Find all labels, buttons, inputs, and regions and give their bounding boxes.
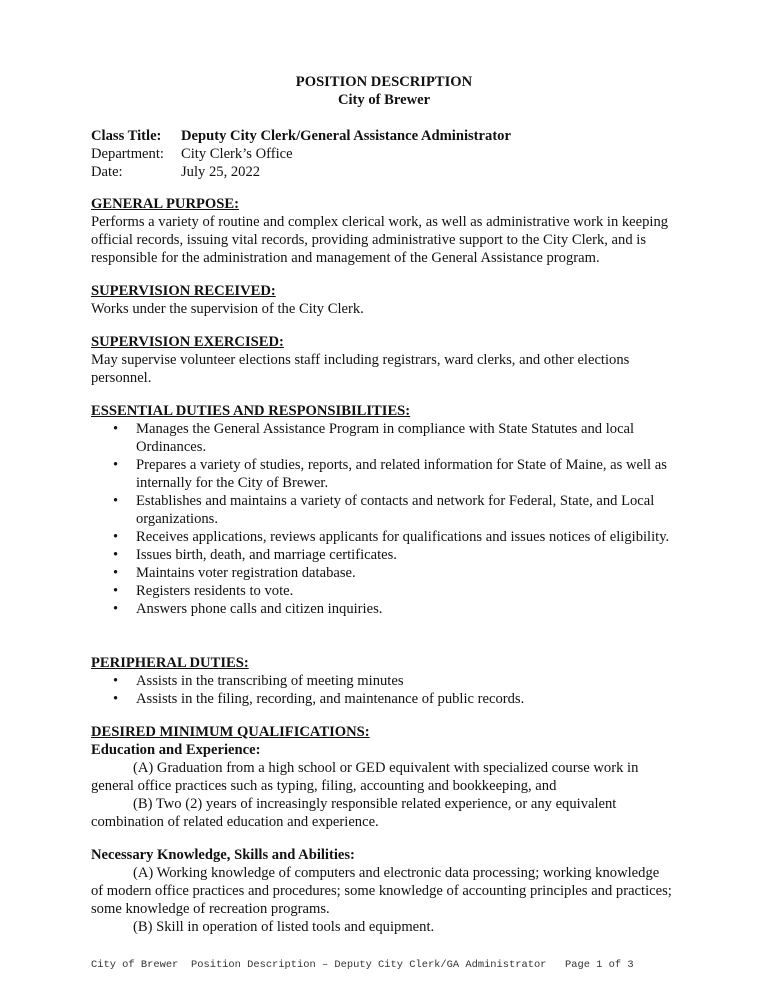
list-item-text: Establishes and maintains a variety of contacts and network for Federal, State, and Local — [136, 493, 655, 509]
list-item-text: Maintains voter registration database. — [136, 565, 356, 581]
list-item — [91, 582, 681, 600]
general-purpose-section — [91, 195, 681, 267]
list-item-text: Manages the General Assistance Program in compliance with State Statutes and local — [136, 421, 635, 437]
bullet-icon: • — [113, 691, 119, 707]
peripheral-duties-section — [91, 654, 681, 708]
list-item-text: Issues birth, death, and marriage certificates. — [136, 547, 397, 563]
footer-page-number: Page 1 of 3 — [565, 959, 634, 971]
peripheral-duties-list — [91, 672, 681, 708]
supervision-exercised-line-2: personnel. — [91, 370, 152, 386]
bullet-icon: • — [113, 529, 119, 545]
document-title — [0, 73, 768, 109]
bullet-icon: • — [113, 547, 119, 563]
date-value: July 25, 2022 — [181, 164, 261, 180]
list-item-text: Assists in the transcribing of meeting minutes — [136, 673, 404, 689]
list-item-text-cont: organizations. — [136, 511, 219, 527]
list-item — [91, 600, 681, 618]
list-item-text: Assists in the filing, recording, and maintenance of public records. — [136, 691, 525, 707]
ksa-section — [91, 846, 691, 936]
general-purpose-line-1: Performs a variety of routine and complex clerical work, as well as administrative work in keeping — [91, 214, 669, 230]
list-item — [91, 456, 681, 492]
list-item — [91, 528, 681, 546]
ksa-a-line-3: some knowledge of recreation programs. — [91, 901, 330, 917]
supervision-received-section — [91, 282, 681, 318]
list-item-text-cont: Ordinances. — [136, 439, 207, 455]
supervision-exercised-line-1: May supervise volunteer elections staff including registrars, ward clerks, and other elections — [91, 352, 630, 368]
qualifications-heading: DESIRED MINIMUM QUALIFICATIONS: — [91, 724, 370, 740]
education-a-line-2: general office practices such as typing, filing, accounting and bookkeeping, and — [91, 778, 557, 794]
list-item — [91, 672, 681, 690]
education-b-line-1: (B) Two (2) years of increasingly responsible related experience, or any equivalent — [133, 796, 617, 812]
list-item — [91, 420, 681, 456]
list-item — [91, 564, 681, 582]
bullet-icon: • — [113, 583, 119, 599]
date-label: Date: — [91, 164, 123, 180]
department-value: City Clerk’s Office — [181, 146, 293, 162]
bullet-icon: • — [113, 457, 119, 473]
list-item-text-cont: internally for the City of Brewer. — [136, 475, 329, 491]
education-a-line-1: (A) Graduation from a high school or GED equivalent with specialized course work in — [133, 760, 639, 776]
ksa-b-line-1: (B) Skill in operation of listed tools and equipment. — [133, 919, 435, 935]
essential-duties-heading: ESSENTIAL DUTIES AND RESPONSIBILITIES: — [91, 403, 411, 419]
qualifications-section — [91, 723, 681, 831]
supervision-received-text: Works under the supervision of the City Clerk. — [91, 301, 364, 317]
bullet-icon: • — [113, 421, 119, 437]
ksa-heading: Necessary Knowledge, Skills and Abilities: — [91, 847, 355, 863]
list-item — [91, 546, 681, 564]
ksa-a-line-2: of modern office practices and procedures; some knowledge of accounting principles and practices; — [91, 883, 672, 899]
position-meta — [91, 127, 511, 181]
essential-duties-section — [91, 402, 681, 618]
supervision-exercised-section — [91, 333, 681, 387]
department-label: Department: — [91, 146, 164, 162]
bullet-icon: • — [113, 493, 119, 509]
bullet-icon: • — [113, 565, 119, 581]
general-purpose-heading: GENERAL PURPOSE: — [91, 196, 239, 212]
list-item-text: Registers residents to vote. — [136, 583, 294, 599]
list-item-text: Answers phone calls and citizen inquiries. — [136, 601, 383, 617]
bullet-icon: • — [113, 601, 119, 617]
bullet-icon: • — [113, 673, 119, 689]
list-item — [91, 492, 681, 528]
supervision-received-heading: SUPERVISION RECEIVED: — [91, 283, 276, 299]
general-purpose-line-2: official records, issuing vital records, providing administrative support to the City Clerk, and is — [91, 232, 647, 248]
title-line-1: POSITION DESCRIPTION — [295, 74, 473, 90]
ksa-a-line-1: (A) Working knowledge of computers and electronic data processing; working knowledge — [133, 865, 660, 881]
footer-org: City of Brewer — [91, 959, 179, 971]
supervision-exercised-heading: SUPERVISION EXERCISED: — [91, 334, 284, 350]
class-title-label: Class Title: — [91, 128, 162, 144]
peripheral-duties-heading: PERIPHERAL DUTIES: — [91, 655, 249, 671]
essential-duties-list — [91, 420, 681, 618]
list-item-text: Receives applications, reviews applicants for qualifications and issues notices of eligibility. — [136, 529, 670, 545]
title-line-2: City of Brewer — [337, 92, 431, 108]
general-purpose-line-3: responsible for the administration and management of the General Assistance program. — [91, 250, 600, 266]
footer-doc-title: Position Description – Deputy City Clerk/GA Administrator — [191, 959, 547, 971]
class-title-value: Deputy City Clerk/General Assistance Administrator — [181, 128, 511, 144]
list-item — [91, 690, 681, 708]
education-b-line-2: combination of related education and experience. — [91, 814, 379, 830]
list-item-text: Prepares a variety of studies, reports, and related information for State of Maine, as well as — [136, 457, 667, 473]
education-heading: Education and Experience: — [91, 742, 261, 758]
page-footer — [91, 956, 691, 974]
